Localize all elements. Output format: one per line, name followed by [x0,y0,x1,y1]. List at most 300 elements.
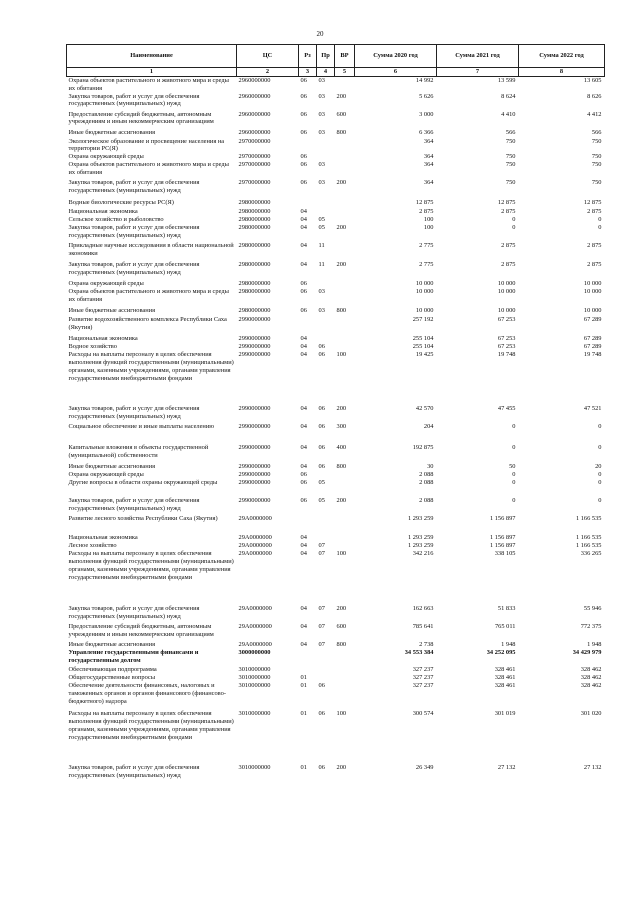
row-vr [335,153,355,161]
row-sum-2020: 1 293 259 [407,542,434,550]
row-sum-2020: 30 [427,463,434,471]
row-cs: 2990000000 [238,479,271,487]
row-sum-2020: 10 000 [415,280,434,288]
row-vr: 400 [336,444,347,452]
header-sum-2022: Сумма 2022 год [519,45,605,68]
row-sum-2021: 338 105 [494,550,516,558]
row-cs: 2970000000 [238,153,271,161]
row-cs: 29А0000000 [238,534,272,542]
row-name: Развитие лесного хозяйства Республики Саха (Якутия) [68,515,218,523]
row-cs: 2990000000 [238,343,271,351]
row-rz: 04 [300,242,307,250]
table-row [67,261,605,280]
row-name: Расходы на выплаты персоналу в целях обеспечения выполнения функций государственными (муниципальными) органами, казенными учреждениями, органами управления государственными внебюджетными фондами [68,550,234,581]
row-name: Закупка товаров, работ и услуг для обеспечения государственных (муниципальных) нужд [68,605,200,621]
header-vr: ВР [335,45,355,68]
row-sum-2022: 8 626 [587,92,602,100]
table-row [67,216,605,224]
row-name: Прикладные научные исследования в области национальной экономики [68,242,234,258]
row-rz: 01 [300,764,307,772]
row-pr: 03 [318,92,325,100]
row-sum-2022: 1 948 [587,641,602,649]
row-sum-2022: 55 946 [583,605,602,613]
row-sum-2021: 1 948 [501,641,516,649]
table-row [67,288,605,307]
row-rz: 01 [300,710,307,718]
row-sum-2021: 47 455 [497,405,516,413]
row-name: Закупка товаров, работ и услуг для обеспечения государственных (муниципальных) нужд [68,405,200,421]
row-rz: 06 [300,288,307,296]
row-rz: 04 [300,423,307,431]
row-name: Капитальные вложения в объекты государственной (муниципальной) собственности [68,444,209,460]
row-sum-2021: 51 833 [497,605,516,613]
row-vr: 200 [336,605,347,613]
row-sum-2021: 0 [512,423,516,431]
row-sum-2021: 10 000 [497,307,516,315]
row-sum-2020: 204 [423,423,434,431]
row-sum-2022: 2 875 [587,261,602,269]
row-sum-2021: 8 624 [501,92,516,100]
row-vr [335,682,355,710]
row-sum-2022: 67 289 [583,316,602,324]
row-rz: 04 [300,542,307,550]
row-sum-2020: 2 775 [419,261,434,269]
row-vr: 300 [336,423,347,431]
row-vr: 200 [336,764,347,772]
row-cs: 2970000000 [238,161,271,169]
table-row [67,179,605,199]
row-rz: 04 [300,550,307,558]
row-pr [317,280,335,288]
row-vr [335,515,355,534]
row-sum-2021: 2 875 [501,208,516,216]
row-name: Общегосударственные вопросы [68,674,156,682]
row-cs: 2980000000 [238,261,271,269]
row-name: Закупка товаров, работ и услуг для обеспечения государственных (муниципальных) нужд [68,497,200,513]
row-rz: 06 [300,110,307,118]
table-row [67,111,605,129]
row-sum-2020: 1 293 259 [407,515,434,523]
row-name: Лесное хозяйство [68,542,117,550]
row-sum-2020: 100 [423,216,434,224]
row-sum-2021: 34 252 095 [486,649,516,657]
row-sum-2020: 257 192 [412,316,434,324]
row-vr: 100 [336,550,347,558]
row-pr [317,316,335,335]
row-pr: 03 [318,110,325,118]
row-sum-2020: 255 104 [412,335,434,343]
row-name: Сельское хозяйство и рыболовство [68,216,164,224]
row-pr: 03 [318,288,325,296]
row-cs: 2980000000 [238,224,271,232]
table-row [67,515,605,534]
table-row [67,710,605,764]
row-pr: 11 [318,242,325,250]
row-rz: 06 [300,153,307,161]
row-vr: 100 [336,351,347,359]
row-sum-2022: 4 412 [587,110,602,118]
row-name: Обеспечение деятельности финансовых, налоговых и таможенных органов и органов финансового (финансово-бюджетного) надзора [68,682,226,705]
column-number: 3 [299,68,317,77]
row-cs: 29А0000000 [238,542,272,550]
row-sum-2022: 0 [598,216,602,224]
row-name: Национальная экономика [68,335,138,343]
row-name: Охрана окружающей среды [68,153,144,161]
row-vr [335,479,355,497]
row-sum-2020: 327 237 [412,674,434,682]
row-sum-2020: 364 [423,179,434,187]
row-sum-2021: 328 461 [494,682,516,690]
row-cs: 2990000000 [238,351,271,359]
row-name: Развитие водохозяйственного комплекса Республики Саха (Якутия) [68,316,227,332]
row-rz: 06 [300,479,307,487]
row-sum-2020: 2 088 [419,471,434,479]
row-sum-2020: 100 [423,224,434,232]
header-pr: Пр [317,45,335,68]
row-cs: 2980000000 [238,307,271,315]
row-sum-2020: 5 626 [419,92,434,100]
row-sum-2021: 750 [505,161,516,169]
row-cs: 2980000000 [238,199,271,207]
row-cs: 2960000000 [238,77,271,84]
row-name: Охрана объектов растительного и животного мира и среды их обитания [68,288,229,304]
column-number: 6 [355,68,437,77]
row-pr: 07 [318,641,325,649]
row-pr [317,674,335,682]
row-vr: 200 [336,179,347,187]
row-sum-2020: 785 641 [412,623,434,631]
row-rz: 06 [300,161,307,169]
row-name: Охрана объектов растительного и животного мира и среды их обитания [68,77,229,92]
row-vr [335,343,355,351]
column-number: 2 [237,68,299,77]
header-sum-2020: Сумма 2020 год [355,45,437,68]
row-rz: 06 [300,179,307,187]
table-row [67,224,605,242]
row-rz [299,138,317,154]
row-pr: 06 [318,682,325,690]
row-sum-2020: 12 875 [415,199,434,207]
row-pr [317,153,335,161]
header-cs: ЦС [237,45,299,68]
row-rz: 04 [300,534,307,542]
row-sum-2021: 10 000 [497,288,516,296]
header-row [67,45,605,68]
row-rz: 04 [300,641,307,649]
row-rz: 04 [300,623,307,631]
row-pr: 06 [318,444,325,452]
row-vr: 200 [336,224,347,232]
row-rz: 04 [300,261,307,269]
row-sum-2022: 13 605 [583,77,602,84]
row-sum-2021: 4 410 [501,110,516,118]
row-sum-2022: 750 [591,153,602,161]
row-vr [335,471,355,479]
row-sum-2022: 0 [598,423,602,431]
row-sum-2022: 67 289 [583,335,602,343]
row-name: Закупка товаров, работ и услуг для обеспечения государственных (муниципальных) нужд [68,261,200,277]
row-name: Другие вопросы в области охраны окружающей среды [68,479,218,487]
row-vr: 800 [336,463,347,471]
row-vr: 800 [336,641,347,649]
row-cs: 2960000000 [238,128,271,136]
row-vr [335,161,355,179]
row-sum-2021: 1 156 897 [489,534,516,542]
row-vr: 200 [336,261,347,269]
row-vr: 100 [336,710,347,718]
row-rz [299,199,317,208]
row-sum-2022: 0 [598,224,602,232]
row-sum-2021: 67 253 [497,316,516,324]
row-sum-2022: 27 132 [583,764,602,772]
row-sum-2022: 12 875 [583,199,602,207]
row-cs: 2960000000 [238,92,271,100]
row-sum-2020: 342 216 [412,550,434,558]
row-vr [335,77,355,93]
row-cs: 3010000000 [238,674,271,682]
row-rz: 06 [300,92,307,100]
row-sum-2022: 750 [591,161,602,169]
row-rz: 04 [300,351,307,359]
row-name: Экологическое образование и просвещение населения на территории РС(Я) [68,137,225,153]
row-sum-2020: 2 088 [419,497,434,505]
row-name: Иные бюджетные ассигнования [68,641,156,649]
row-sum-2021: 0 [512,471,516,479]
row-vr [335,316,355,335]
row-sum-2021: 2 875 [501,261,516,269]
header-rz: Рз [299,45,317,68]
row-cs: 3010000000 [238,666,271,674]
row-sum-2020: 14 992 [415,77,434,84]
row-sum-2020: 10 000 [415,288,434,296]
row-sum-2022: 0 [598,479,602,487]
row-cs: 3010000000 [238,682,271,690]
row-vr: 600 [336,110,347,118]
row-pr: 05 [318,479,325,487]
row-vr [335,208,355,216]
row-rz: 04 [300,444,307,452]
row-sum-2022: 10 000 [583,307,602,315]
row-name: Расходы на выплаты персоналу в целях обеспечения выполнения функций государственными (муниципальными) органами, казенными учреждениями, органами управления государственными внебюджетными фондами [68,351,234,382]
row-rz: 04 [300,343,307,351]
column-number: 4 [317,68,335,77]
row-rz: 01 [300,682,307,690]
row-vr: 200 [336,497,347,505]
table-row [67,343,605,351]
row-vr: 800 [336,307,347,315]
row-pr: 11 [318,261,325,269]
row-pr: 03 [318,77,325,84]
row-rz: 04 [300,224,307,232]
table-row [67,405,605,423]
row-sum-2020: 3 000 [419,110,434,118]
row-cs: 29А0000000 [238,515,272,523]
column-number: 1 [67,68,237,77]
row-cs: 2990000000 [238,444,271,452]
row-vr [335,666,355,674]
row-name: Иные бюджетные ассигнования [68,128,156,136]
table-row [67,534,605,542]
table-row [67,199,605,208]
row-sum-2021: 0 [512,479,516,487]
row-vr [335,674,355,682]
row-name: Охрана окружающей среды [68,280,144,288]
row-sum-2021: 328 461 [494,666,516,674]
table-row [67,649,605,666]
row-name: Охрана объектов растительного и животного мира и среды их обитания [68,161,229,177]
table-row [67,682,605,710]
row-pr [317,138,335,154]
row-pr: 05 [318,497,325,505]
row-sum-2020: 1 293 259 [407,534,434,542]
row-rz: 04 [300,216,307,224]
row-sum-2022: 336 265 [580,550,602,558]
row-vr [335,649,355,666]
row-vr [335,534,355,542]
row-pr [317,471,335,479]
row-rz: 04 [300,463,307,471]
row-sum-2021: 2 875 [501,242,516,250]
table-row [67,542,605,550]
table-row [67,764,605,782]
row-sum-2021: 566 [505,128,516,136]
row-sum-2022: 328 462 [580,682,602,690]
row-sum-2020: 19 425 [415,351,434,359]
row-pr [317,666,335,674]
row-rz [299,515,317,534]
row-cs: 2980000000 [238,242,271,250]
table-row [67,280,605,288]
row-cs: 29А0000000 [238,641,272,649]
row-cs: 3010000000 [238,710,271,718]
row-sum-2021: 750 [505,153,516,161]
row-vr [335,280,355,288]
row-sum-2021: 27 132 [497,764,516,772]
table-row [67,307,605,316]
row-name: Социальное обеспечение и иные выплаты населению [68,423,215,431]
row-sum-2021: 0 [512,444,516,452]
table-row [67,666,605,674]
row-sum-2020: 327 237 [412,682,434,690]
row-pr: 07 [318,623,325,631]
table-row [67,93,605,111]
column-number: 8 [519,68,605,77]
row-rz: 01 [300,674,307,682]
row-name: Национальная экономика [68,208,138,216]
row-sum-2021: 750 [505,179,516,187]
row-vr [335,242,355,261]
row-rz: 04 [300,605,307,613]
table-row [67,335,605,343]
row-sum-2020: 364 [423,153,434,161]
row-sum-2022: 328 462 [580,674,602,682]
row-vr [335,335,355,343]
table-row [67,129,605,138]
row-name: Обеспечивающая подпрограмма [68,666,157,674]
column-number-row [67,68,605,77]
row-sum-2020: 2 775 [419,242,434,250]
row-sum-2021: 10 000 [497,280,516,288]
row-pr [317,649,335,666]
row-rz: 06 [300,471,307,479]
row-pr: 06 [318,351,325,359]
table-row [67,444,605,463]
row-rz: 04 [300,208,307,216]
row-sum-2020: 26 349 [415,764,434,772]
row-rz: 06 [300,307,307,315]
row-cs: 2990000000 [238,405,271,413]
header-name: Наименование [67,45,237,68]
row-pr: 06 [318,343,325,351]
row-sum-2020: 364 [423,137,434,145]
row-pr: 03 [318,128,325,136]
row-vr [335,216,355,224]
row-sum-2021: 0 [512,216,516,224]
row-pr: 05 [318,216,325,224]
row-sum-2022: 328 462 [580,666,602,674]
row-pr: 03 [318,161,325,169]
row-sum-2020: 327 237 [412,666,434,674]
row-pr: 07 [318,550,325,558]
row-rz: 04 [300,405,307,413]
table-row [67,161,605,179]
table-row [67,138,605,154]
row-cs: 2980000000 [238,288,271,296]
row-vr [335,199,355,208]
row-sum-2021: 50 [509,463,516,471]
table-row [67,550,605,605]
row-sum-2021: 67 253 [497,335,516,343]
row-rz: 06 [300,128,307,136]
row-pr [317,199,335,208]
row-sum-2021: 765 011 [494,623,516,631]
table-row [67,641,605,649]
row-pr: 06 [318,463,325,471]
row-sum-2020: 255 104 [412,343,434,351]
row-cs: 2980000000 [238,280,271,288]
row-sum-2020: 10 000 [415,307,434,315]
row-rz [299,666,317,674]
row-name: Охрана окружающей среды [68,471,144,479]
row-cs: 2990000000 [238,471,271,479]
row-vr [335,542,355,550]
row-sum-2022: 2 875 [587,242,602,250]
row-sum-2022: 47 521 [583,405,602,413]
row-sum-2021: 13 599 [497,77,516,84]
row-pr [317,335,335,343]
row-name: Закупка товаров, работ и услуг для обеспечения государственных (муниципальных) нужд [68,224,200,240]
row-name: Предоставление субсидий бюджетным, автономным учреждениям и иным некоммерческим организациям [68,110,214,126]
row-pr [317,208,335,216]
budget-table [66,44,605,782]
row-vr: 800 [336,128,347,136]
row-pr: 07 [318,542,325,550]
table-row [67,316,605,335]
row-vr: 200 [336,92,347,100]
row-sum-2022: 0 [598,497,602,505]
row-sum-2020: 300 574 [412,710,434,718]
page-number: 20 [316,30,324,38]
table-row [67,479,605,497]
row-pr [317,534,335,542]
row-sum-2021: 328 461 [494,674,516,682]
row-cs: 2990000000 [238,335,271,343]
row-sum-2022: 1 166 535 [575,515,602,523]
row-name: Закупка товаров, работ и услуг для обеспечения государственных (муниципальных) нужд [68,179,200,195]
row-sum-2022: 772 375 [580,623,602,631]
header-sum-2021: Сумма 2021 год [437,45,519,68]
row-vr [335,288,355,307]
